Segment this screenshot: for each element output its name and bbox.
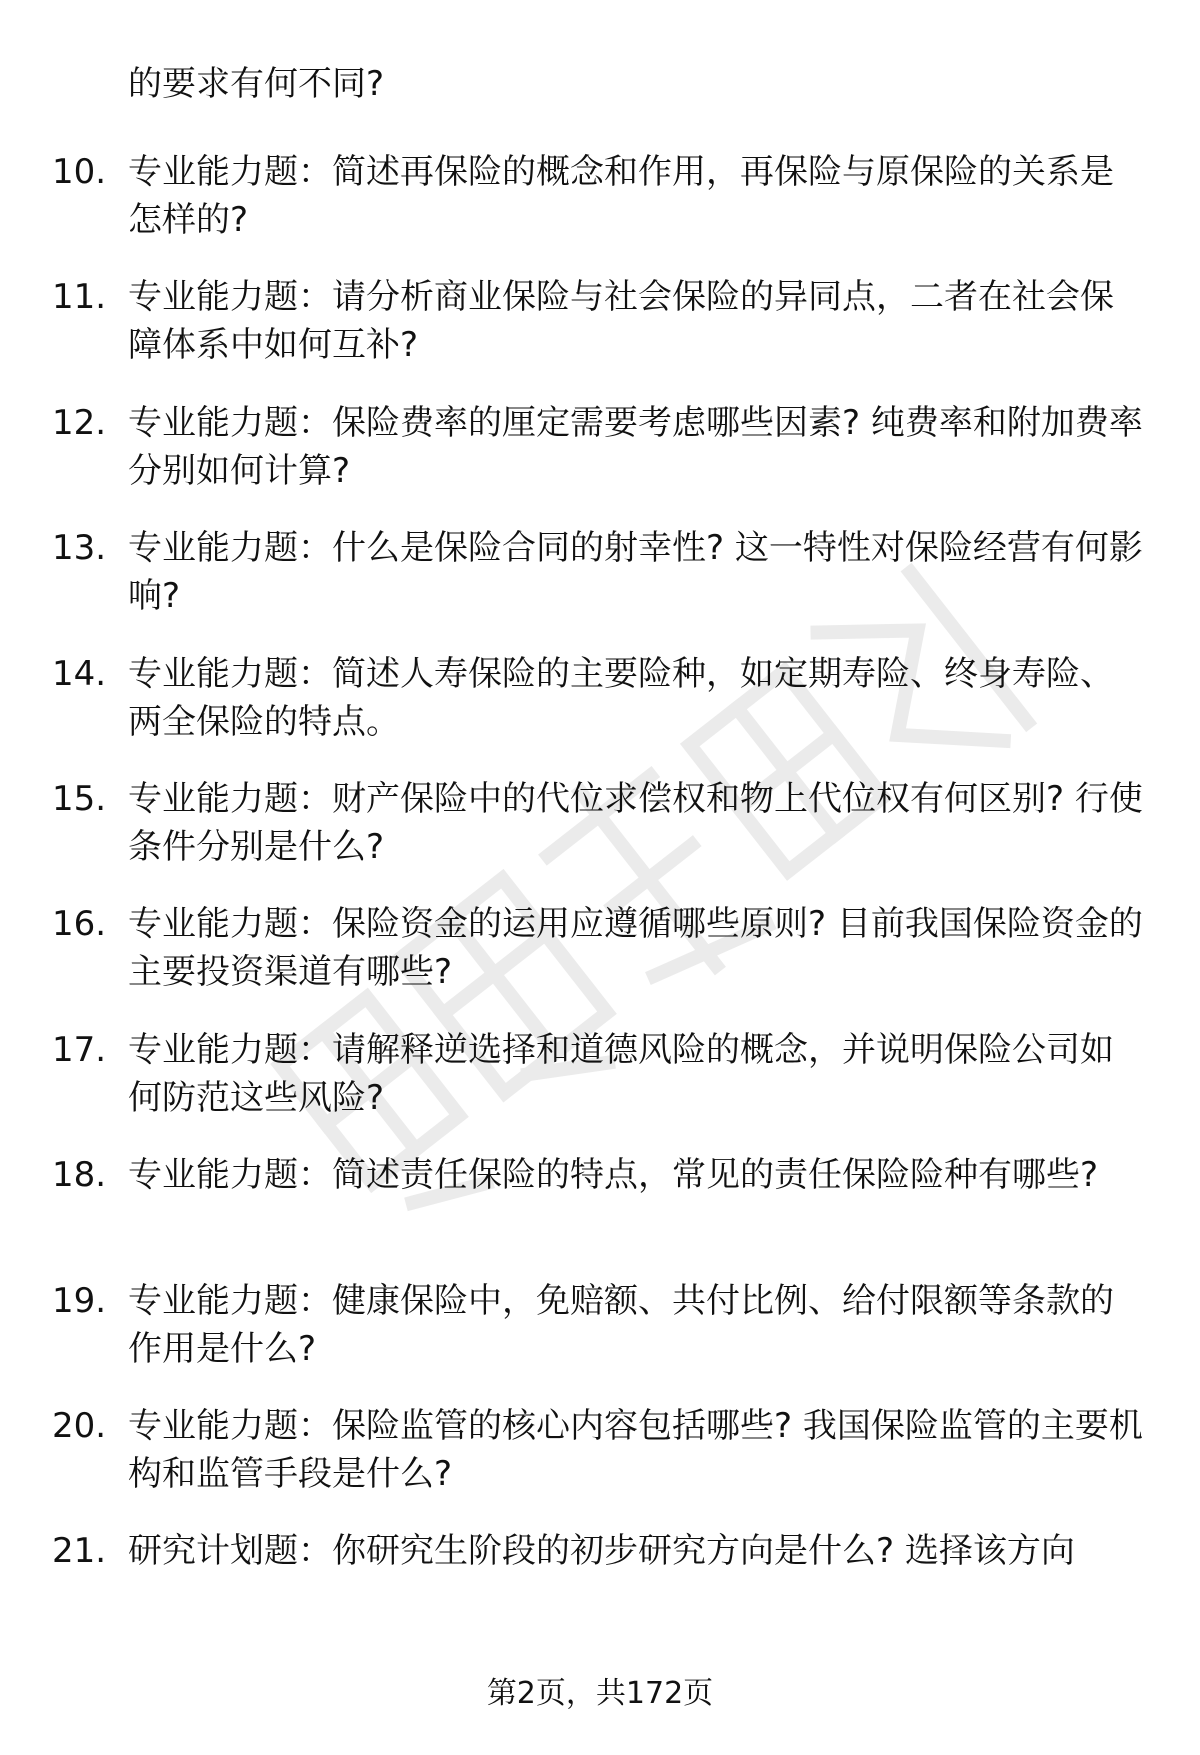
question-item	[0, 148, 1200, 256]
question-number: 19.	[52, 1280, 107, 1321]
question-item	[0, 1277, 1200, 1385]
question-number: 13.	[52, 528, 107, 569]
question-text: 专业能力题：健康保险中，免赔额、共付比例、给付限额等条款的作用是什么?	[128, 1280, 1114, 1369]
question-item	[0, 524, 1200, 632]
question-number: 12.	[52, 402, 107, 443]
question-item	[0, 775, 1200, 883]
question-item	[0, 273, 1200, 381]
question-text: 专业能力题：保险费率的厘定需要考虑哪些因素? 纯费率和附加费率分别如何计算?	[128, 402, 1143, 491]
page-footer: 第2页，共172页	[486, 1676, 714, 1711]
question-number: 21.	[52, 1531, 107, 1572]
question-text: 专业能力题：简述再保险的概念和作用，再保险与原保险的关系是怎样的?	[128, 152, 1114, 240]
question-text: 专业能力题：保险监管的核心内容包括哪些? 我国保险监管的主要机构和监管手段是什么?	[128, 1405, 1143, 1494]
question-item	[0, 900, 1200, 1008]
question-number: 15.	[52, 778, 107, 819]
question-item	[0, 1527, 1200, 1635]
question-text: 研究计划题：你研究生阶段的初步研究方向是什么? 选择该方向	[128, 1531, 1075, 1572]
question-list	[0, 148, 1200, 1653]
question-number: 18.	[52, 1155, 107, 1196]
question-text: 专业能力题：保险资金的运用应遵循哪些原则? 目前我国保险资金的主要投资渠道有哪些?	[128, 904, 1143, 993]
question-number: 11.	[52, 277, 107, 318]
question-text: 专业能力题：什么是保险合同的射幸性? 这一特性对保险经营有何影响?	[128, 528, 1143, 617]
question-number: 16.	[52, 904, 107, 945]
question-text: 专业能力题：请分析商业保险与社会保险的异同点，二者在社会保障体系中如何互补?	[128, 277, 1114, 366]
question-number: 17.	[52, 1029, 107, 1070]
question-item	[0, 1151, 1200, 1259]
question-item	[0, 650, 1200, 758]
question-item	[0, 1402, 1200, 1510]
question-item	[0, 1026, 1200, 1134]
question-number: 14.	[52, 653, 107, 694]
question-number: 20.	[52, 1405, 107, 1446]
question-item	[0, 399, 1200, 507]
question-number: 10.	[52, 152, 107, 192]
question-text: 专业能力题：简述责任保险的特点，常见的责任保险险种有哪些?	[128, 1155, 1099, 1196]
continued-question-text: 的要求有何不同?	[128, 64, 385, 104]
question-text: 专业能力题：财产保险中的代位求偿权和物上代位权有何区别? 行使条件分别是什么?	[128, 778, 1143, 867]
question-text: 专业能力题：请解释逆选择和道德风险的概念，并说明保险公司如何防范这些风险?	[128, 1029, 1114, 1118]
question-text: 专业能力题：简述人寿保险的主要险种，如定期寿险、终身寿险、两全保险的特点。	[128, 653, 1114, 742]
